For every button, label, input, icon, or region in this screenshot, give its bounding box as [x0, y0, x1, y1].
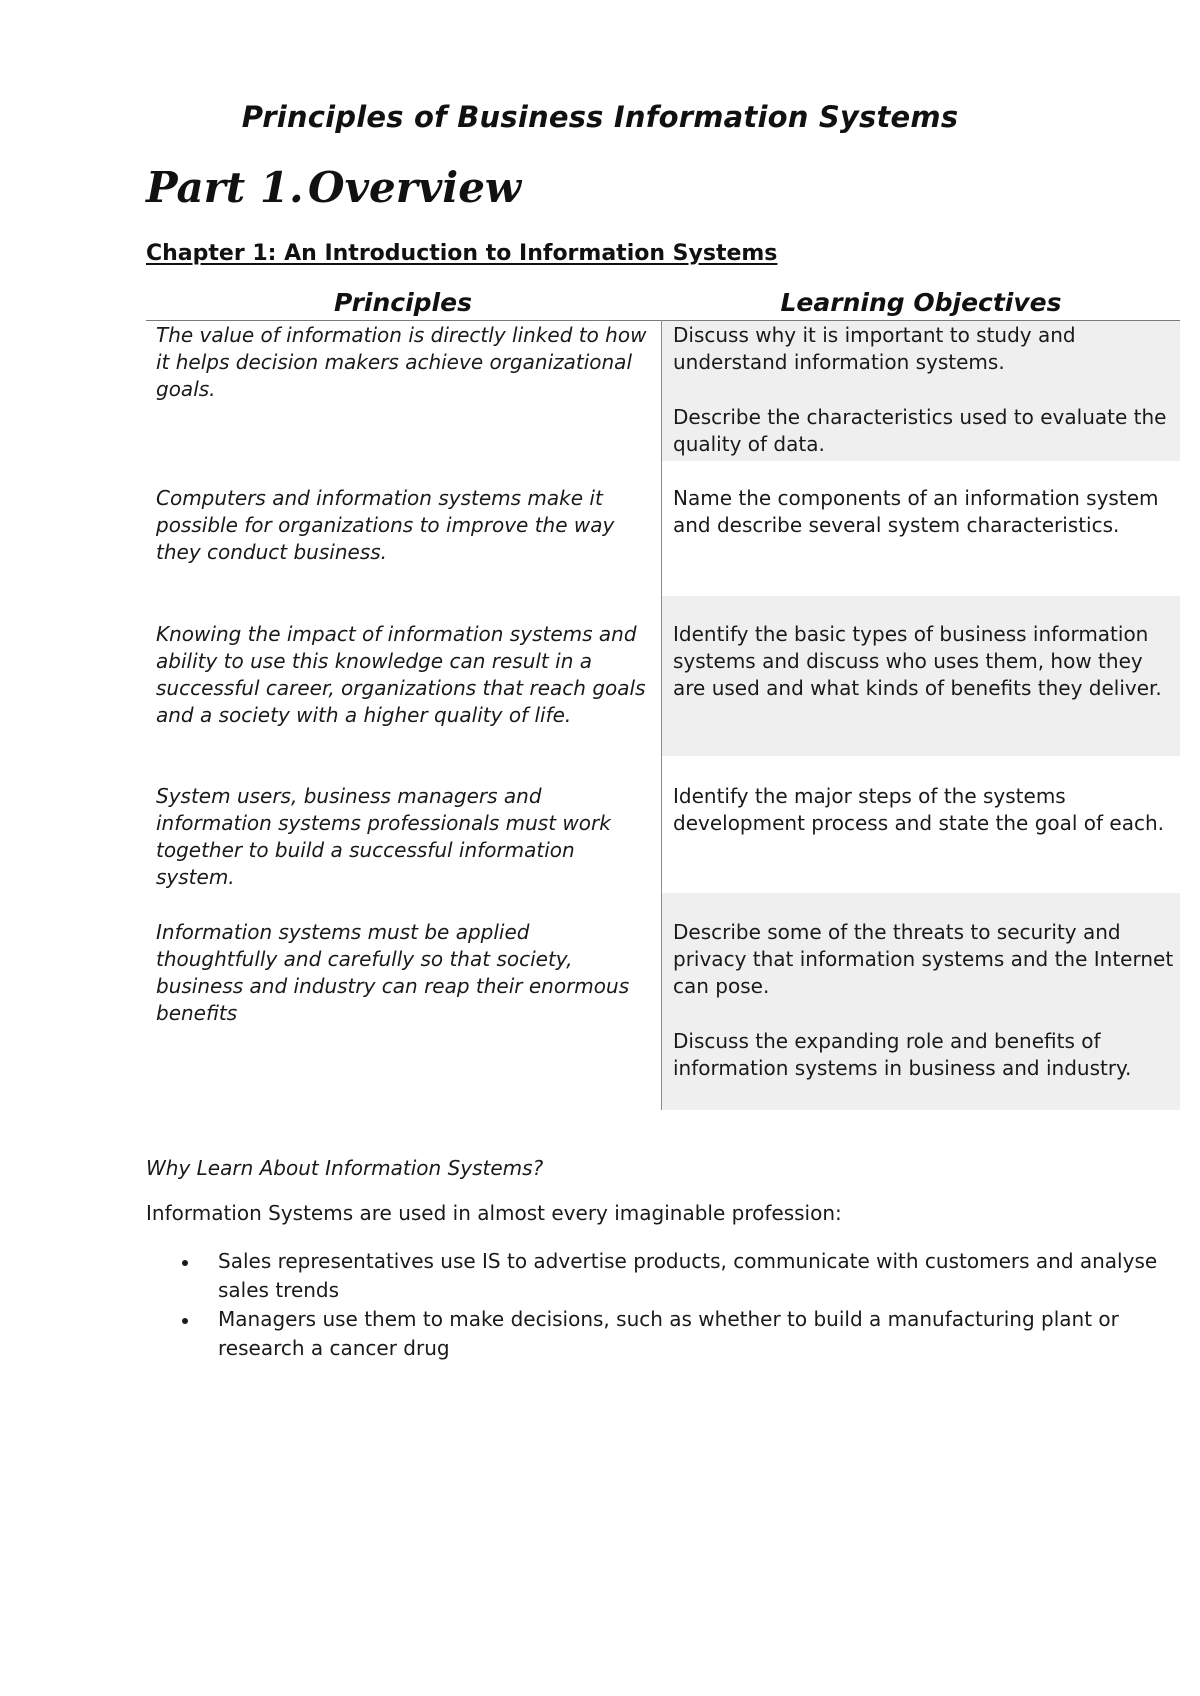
list-item — [146, 1247, 1180, 1305]
objective-cell: Discuss the expanding role and benefits of information systems in business and industry. — [673, 1029, 1132, 1080]
document-title: Principles of Business Information Systems — [241, 100, 959, 134]
chapter-heading: Chapter 1: An Introduction to Information Systems — [146, 241, 778, 266]
objective-cell: Name the components of an information system and describe several system characteristics. — [673, 486, 1159, 537]
principle-cell: System users, business managers and information systems professionals must work together to build a successful information system. — [156, 784, 611, 889]
objectives-column-header: Learning Objectives — [780, 288, 1062, 317]
list-item-text: Managers use them to make decisions, such as whether to build a manufacturing plant or research a cancer drug — [218, 1307, 1119, 1360]
principle-cell: Knowing the impact of information systems and ability to use this knowledge can result in a successful career, organizations that reach goals and a society with a higher quality of life. — [156, 622, 646, 727]
list-item-text: Sales representatives use IS to advertise products, communicate with customers and analyse sales trends — [218, 1249, 1158, 1302]
section-subheading: Why Learn About Information Systems? — [146, 1156, 544, 1180]
part-heading — [146, 163, 521, 212]
part-number: Part 1. — [146, 163, 304, 212]
list-item — [146, 1305, 1180, 1363]
objective-cell: Describe the characteristics used to evaluate the quality of data. — [673, 405, 1167, 456]
principle-cell: The value of information is directly linked to how it helps decision makers achieve organizational goals. — [156, 323, 647, 401]
objective-cell: Describe some of the threats to security and privacy that information systems and the Internet can pose. — [673, 920, 1174, 998]
bullet-list — [146, 1247, 1180, 1363]
objective-cell: Identify the basic types of business information systems and discuss who uses them, how they are used and what kinds of benefits they deliver. — [673, 622, 1162, 700]
table-column-divider — [661, 320, 662, 1110]
principles-column-header: Principles — [334, 288, 472, 317]
bullet-icon — [182, 1318, 188, 1324]
objective-cell: Identify the major steps of the systems development process and state the goal of each. — [673, 784, 1165, 835]
intro-paragraph: Information Systems are used in almost every imaginable profession: — [146, 1201, 842, 1225]
principle-cell: Information systems must be applied thoughtfully and carefully so that society, business and industry can reap their enormous benefits — [156, 920, 630, 1025]
part-title: Overview — [308, 163, 522, 212]
objective-cell: Discuss why it is important to study and understand information systems. — [673, 323, 1076, 374]
bullet-icon — [182, 1260, 188, 1266]
principle-cell: Computers and information systems make it possible for organizations to improve the way they conduct business. — [156, 486, 615, 564]
